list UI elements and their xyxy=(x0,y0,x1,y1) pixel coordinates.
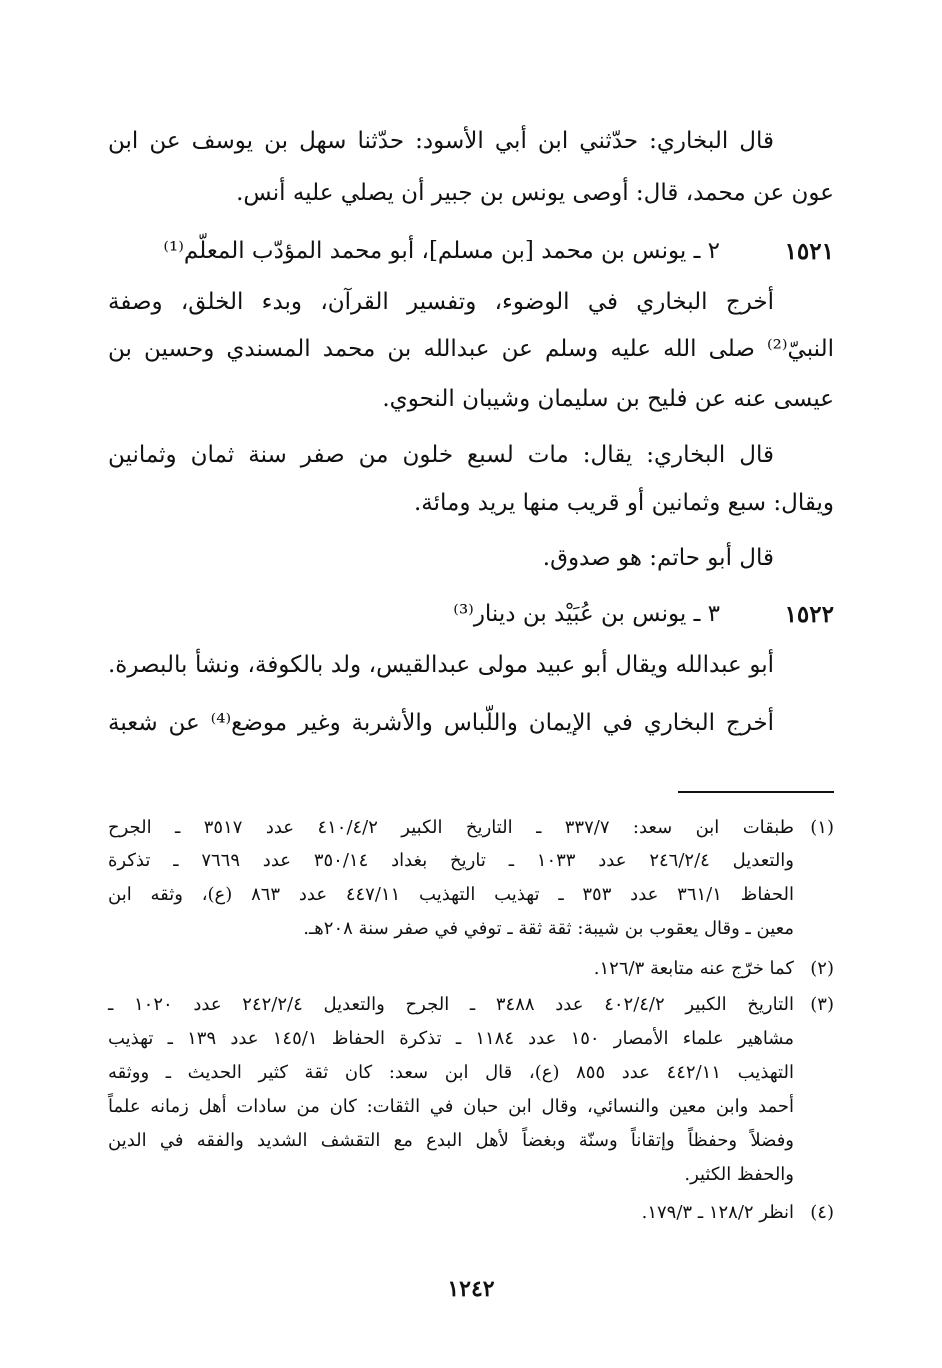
body-line-2: عون عن محمد، قال: أوصى يونس بن جبير أن يصلي عليه أنس. xyxy=(236,180,834,206)
body-line-4: النبيّ⁽²⁾ صلى الله عليه وسلم عن عبدالله بن محمد المسندي وحسين بن xyxy=(108,336,834,362)
footnote-line-2: والتعديل ٢٤٦/٢/٤ عدد ١٠٣٣ ـ تاريخ بغداد ٣٥٠/١٤ عدد ٧٦٦٩ ـ تذكرة xyxy=(108,850,795,871)
entry-number-1521: ١٥٢١ xyxy=(784,238,834,265)
footnote-line-1: طبقات ابن سعد: ٣٣٧/٧ ـ التاريخ الكبير ٤١٠/٤/٢ عدد ٣٥١٧ ـ الجرح xyxy=(108,817,794,838)
body-line-1: قال البخاري: حدّثني ابن أبي الأسود: حدّثنا سهل بن يوسف عن ابن xyxy=(108,128,774,154)
footnote-line-11: والحفظ الكثير. xyxy=(684,1164,794,1185)
entry-heading-1521: ٢ ـ يونس بن محمد [بن مسلم]، أبو محمد المؤدّب المعلّم⁽¹⁾ xyxy=(163,238,720,264)
body-line-3: أخرج البخاري في الوضوء، وتفسير القرآن، وبدء الخلق، وصفة xyxy=(108,289,774,315)
body-line-6: قال البخاري: يقال: مات لسبع خلون من صفر سنة ثمان وثمانين xyxy=(108,442,774,468)
footnote-line-9: أحمد وابن معين والنسائي، وقال ابن حبان في الثقات: كان من سادات أهل زمانه علماً xyxy=(108,1096,794,1117)
footnote-line-4: معين ـ وقال يعقوب بن شيبة: ثقة ثقة ـ توفي في صفر سنة ٢٠٨هـ. xyxy=(303,918,794,939)
footnote-marker-1: (١) xyxy=(810,817,834,838)
footnote-line-5: كما خرّج عنه متابعة ١٢٦/٣. xyxy=(593,958,794,979)
footnote-marker-2: (٢) xyxy=(810,958,834,979)
entry-heading-1522: ٣ ـ يونس بن عُبَيْد بن دينار⁽³⁾ xyxy=(453,601,720,627)
footnote-line-6: التاريخ الكبير ٤٠٢/٤/٢ عدد ٣٤٨٨ ـ الجرح والتعديل ٢٤٢/٢/٤ عدد ١٠٢٠ ـ xyxy=(108,994,795,1015)
footnote-line-3: الحفاظ ٣٦١/١ عدد ٣٥٣ ـ تهذيب التهذيب ٤٤٧/١١ عدد ٨٦٣ (ع)، وثقه ابن xyxy=(108,884,795,905)
body-line-9: أبو عبدالله ويقال أبو عبيد مولى عبدالقيس، ولد بالكوفة، ونشأ بالبصرة. xyxy=(108,652,774,678)
footnote-line-8: التهذيب ٤٤٢/١١ عدد ٨٥٥ (ع)، قال ابن سعد: كان ثقة كثير الحديث ـ ووثقه xyxy=(108,1062,794,1083)
entry-number-1522: ١٥٢٢ xyxy=(784,601,834,628)
body-line-8: قال أبو حاتم: هو صدوق. xyxy=(542,545,774,571)
body-line-5: عيسى عنه عن فليح بن سليمان وشيبان النحوي. xyxy=(382,386,834,412)
footnote-line-10: وفضلاً وحفظاً وإتقاناً وسنّة وبغضاً لأهل البدع مع التقشف الشديد والفقه في الدين xyxy=(108,1130,794,1151)
footnote-line-12: انظر ١٢٨/٢ ـ ١٧٩/٣. xyxy=(641,1202,794,1223)
footnote-separator xyxy=(678,791,834,793)
footnote-marker-4: (٤) xyxy=(810,1202,834,1223)
body-line-10: أخرج البخاري في الإيمان واللّباس والأشربة وغير موضع⁽⁴⁾ عن شعبة xyxy=(108,710,774,736)
footnote-line-7: مشاهير علماء الأمصار ١٥٠ عدد ١١٨٤ ـ تذكرة الحفاظ ١٤٥/١ عدد ١٣٩ ـ تهذيب xyxy=(108,1028,795,1049)
body-line-7: ويقال: سبع وثمانين أو قريب منها يريد ومائة. xyxy=(414,490,834,516)
page-number: ١٢٤٢ xyxy=(447,1276,495,1302)
footnote-marker-3: (٣) xyxy=(810,994,834,1015)
